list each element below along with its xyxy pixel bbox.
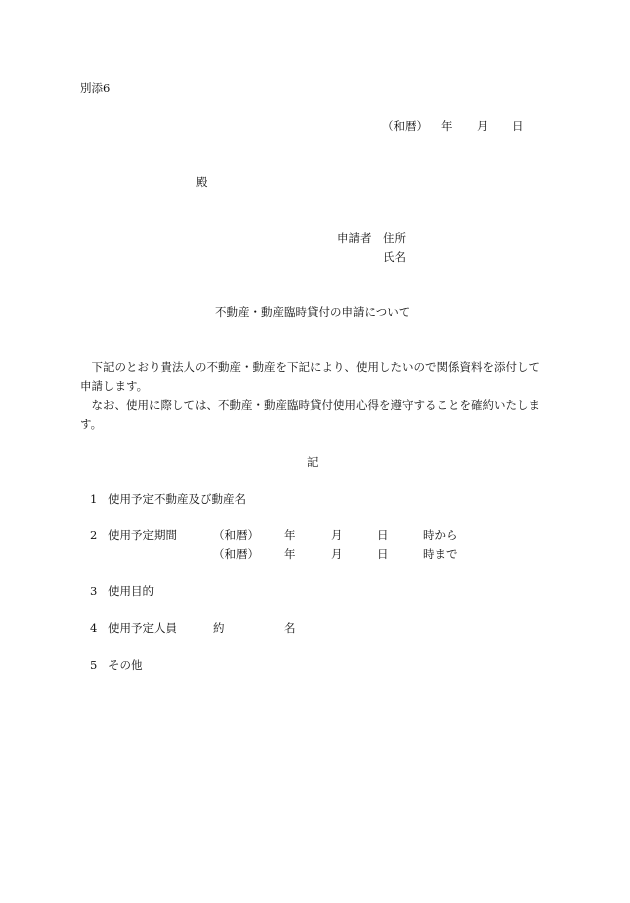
item-number: 1 <box>90 492 98 506</box>
item-label: その他 <box>108 658 143 672</box>
body-paragraph-1: 下記のとおり貴法人の不動産・動産を下記により、使用したいので関係資料を添付して申請します。 <box>80 360 540 393</box>
period-to-day: 日 <box>377 547 389 561</box>
period-from-suffix: 時から <box>423 528 458 542</box>
attachment-label: 別添6 <box>80 81 111 95</box>
date-era: （和暦） <box>382 119 428 133</box>
period-from-year: 年 <box>284 528 296 542</box>
item-label: 使用目的 <box>108 584 154 598</box>
item-label: 使用予定人員 <box>108 621 177 635</box>
addressee-suffix: 殿 <box>196 175 208 189</box>
item-number: 4 <box>90 621 98 635</box>
period-to-month: 月 <box>331 547 343 561</box>
item-number: 5 <box>90 658 98 672</box>
body-paragraph-2: なお、使用に際しては、不動産・動産臨時貸付使用心得を遵守することを確約いたします。 <box>80 398 540 431</box>
period-to-suffix: 時まで <box>423 547 458 561</box>
ki-heading: 記 <box>307 455 319 469</box>
headcount-approx: 約 <box>213 621 225 635</box>
headcount-unit: 名 <box>284 621 296 635</box>
item-number: 3 <box>90 584 98 598</box>
date-year: 年 <box>441 119 453 133</box>
date-day: 日 <box>512 119 524 133</box>
period-from-era: （和暦） <box>213 528 259 542</box>
item-label: 使用予定不動産及び動産名 <box>108 492 246 506</box>
period-to-year: 年 <box>284 547 296 561</box>
item-number: 2 <box>90 528 98 542</box>
period-from-month: 月 <box>331 528 343 542</box>
address-label: 住所 <box>383 231 406 245</box>
document-title: 不動産・動産臨時貸付の申請について <box>215 305 411 319</box>
period-from-day: 日 <box>377 528 389 542</box>
period-to-era: （和暦） <box>213 547 259 561</box>
date-month: 月 <box>477 119 489 133</box>
item-label: 使用予定期間 <box>108 528 177 542</box>
name-label: 氏名 <box>383 250 406 264</box>
applicant-label: 申請者 <box>337 231 372 245</box>
